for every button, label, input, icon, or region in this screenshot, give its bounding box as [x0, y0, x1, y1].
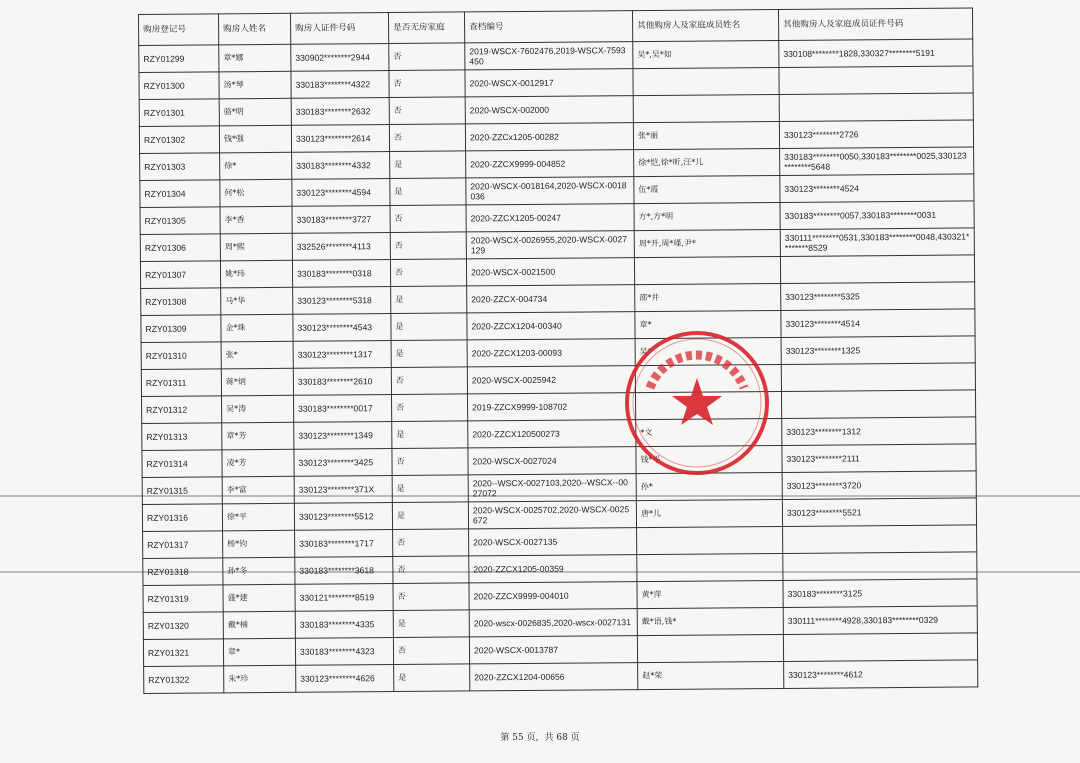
- no-house-cell: 否: [393, 556, 469, 584]
- buyer-name-cell: 章*: [223, 638, 295, 666]
- reg-no-cell: RZY01306: [140, 234, 220, 262]
- no-house-cell: 否: [389, 43, 465, 71]
- buyer-id-cell: 330123********4626: [296, 665, 394, 693]
- other-names-cell: 吴*: [635, 337, 781, 365]
- buyer-name-cell: 何*松: [220, 179, 292, 207]
- query-code-cell: 2020--WSCX-0027103,2020--WSCX--0027072: [468, 474, 636, 502]
- header-no-house: 是否无房家庭: [388, 12, 464, 44]
- no-house-cell: 是: [394, 664, 470, 692]
- no-house-cell: 否: [389, 97, 465, 125]
- buyer-name-cell: 周*熙: [220, 233, 292, 261]
- other-names-cell: 唐*儿: [636, 499, 782, 527]
- query-code-cell: 2020-WSCX-0025702,2020-WSCX-0025672: [468, 501, 636, 529]
- buyer-id-cell: 330183********4322: [291, 71, 389, 99]
- other-ids-cell: 330123********1312: [782, 417, 976, 446]
- other-names-cell: [635, 364, 781, 392]
- other-ids-cell: 330183********3125: [783, 579, 977, 608]
- buyer-id-cell: 330183********0017: [293, 395, 391, 423]
- other-ids-cell: [781, 363, 975, 392]
- query-code-cell: 2020-ZZCX9999-004010: [469, 582, 637, 610]
- buyer-id-cell: 330123********1317: [293, 341, 391, 369]
- other-ids-cell: 330123********2726: [779, 120, 973, 149]
- query-code-cell: 2020-ZZCX9999-004852: [466, 150, 634, 178]
- header-reg-no: 购房登记号: [139, 14, 219, 46]
- reg-no-cell: RZY01303: [140, 153, 220, 181]
- other-names-cell: 张*丽: [633, 121, 779, 149]
- other-ids-cell: 330123********5521: [782, 498, 976, 527]
- reg-no-cell: RZY01300: [139, 72, 219, 100]
- reg-no-cell: RZY01302: [139, 126, 219, 154]
- other-ids-cell: 330123********4524: [780, 174, 974, 203]
- no-house-cell: 否: [393, 529, 469, 557]
- buyer-name-cell: 徐*: [220, 152, 292, 180]
- query-code-cell: 2020-WSCX-0026955,2020-WSCX-0027129: [466, 231, 634, 259]
- buyer-id-cell: 330123********3425: [294, 449, 392, 477]
- no-house-cell: 是: [393, 610, 469, 638]
- buyer-id-cell: 330183********4332: [292, 152, 390, 180]
- buyer-id-cell: 332526********4113: [292, 233, 390, 261]
- table-row: [144, 660, 978, 694]
- no-house-cell: 否: [393, 637, 469, 665]
- other-names-cell: [637, 553, 783, 581]
- buyer-name-cell: 钱*强: [219, 125, 291, 153]
- other-names-cell: [633, 67, 779, 95]
- reg-no-cell: RZY01299: [139, 45, 219, 73]
- query-code-cell: 2020-wscx-0026835,2020-wscx-0027131: [469, 609, 637, 637]
- other-names-cell: [635, 391, 781, 419]
- no-house-cell: 否: [391, 394, 467, 422]
- reg-no-cell: RZY01318: [143, 558, 223, 586]
- other-ids-cell: 330183********0050,330183********0025,330123********5648: [780, 147, 974, 176]
- other-names-cell: 戴*语,钱*: [637, 607, 783, 635]
- buyer-name-cell: 杨*钧: [223, 530, 295, 558]
- no-house-cell: 是: [391, 340, 467, 368]
- no-house-cell: 是: [391, 286, 467, 314]
- buyer-name-cell: 金*珠: [221, 314, 293, 342]
- no-house-cell: 是: [391, 313, 467, 341]
- other-names-cell: 吴*,吴*如: [633, 40, 779, 68]
- reg-no-cell: RZY01308: [141, 288, 221, 316]
- reg-no-cell: RZY01305: [140, 207, 220, 235]
- buyer-name-cell: 戴*楠: [223, 611, 295, 639]
- other-names-cell: 孙*: [636, 472, 782, 500]
- query-code-cell: 2020-WSCX-0021500: [466, 258, 634, 286]
- no-house-cell: 否: [389, 124, 465, 152]
- buyer-id-cell: 330123********2614: [291, 125, 389, 153]
- other-names-cell: [634, 256, 780, 284]
- other-ids-cell: 330123********4514: [781, 309, 975, 338]
- other-ids-cell: 330123********4612: [784, 660, 978, 689]
- query-code-cell: 2020-WSCX-0027135: [469, 528, 637, 556]
- other-names-cell: 章*: [635, 310, 781, 338]
- no-house-cell: 否: [390, 232, 466, 260]
- buyer-name-cell: 李*富: [222, 476, 294, 504]
- buyer-name-cell: 张*: [221, 341, 293, 369]
- query-code-cell: 2020-ZZCX1204-00656: [470, 663, 638, 691]
- no-house-cell: 否: [390, 259, 466, 287]
- query-code-cell: 2020-ZZCX1204-00340: [467, 312, 635, 340]
- reg-no-cell: RZY01322: [144, 666, 224, 694]
- reg-no-cell: RZY01309: [141, 315, 221, 343]
- other-ids-cell: [781, 390, 975, 419]
- no-house-cell: 否: [390, 205, 466, 233]
- other-ids-cell: [779, 93, 973, 122]
- buyer-id-cell: 330123********371X: [294, 476, 392, 504]
- other-names-cell: 周*开,周*瑾,尹*: [634, 229, 780, 257]
- buyer-name-cell: 朱*珍: [224, 665, 296, 693]
- other-ids-cell: 330111********0531,330183********0048,430321********8529: [780, 228, 974, 257]
- query-code-cell: 2020-ZZCX1205-00247: [466, 204, 634, 232]
- buyer-name-cell: 蒋*炳: [221, 368, 293, 396]
- reg-no-cell: RZY01315: [142, 477, 222, 505]
- buyer-id-cell: 330902********2944: [291, 44, 389, 72]
- query-code-cell: 2019-WSCX-7602476,2019-WSCX-7593450: [465, 42, 633, 70]
- header-query-code: 查档编号: [464, 11, 632, 43]
- other-ids-cell: 330183********0057,330183********0031: [780, 201, 974, 230]
- other-names-cell: [637, 634, 783, 662]
- reg-no-cell: RZY01320: [143, 612, 223, 640]
- reg-no-cell: RZY01316: [142, 504, 222, 532]
- other-ids-cell: 330111********4928,330183********0329: [783, 606, 977, 635]
- buyer-name-cell: 盛*建: [223, 584, 295, 612]
- buyer-id-cell: 330121********8519: [295, 584, 393, 612]
- no-house-cell: 否: [391, 367, 467, 395]
- buyer-id-cell: 330123********4594: [292, 179, 390, 207]
- buyer-id-cell: 330183********2632: [291, 98, 389, 126]
- query-code-cell: 2020-ZZCX1203-00093: [467, 339, 635, 367]
- reg-no-cell: RZY01321: [143, 639, 223, 667]
- buyer-name-cell: 姚*玮: [220, 260, 292, 288]
- buyer-id-cell: 330123********5512: [294, 503, 392, 531]
- buyer-name-cell: 章*芳: [222, 422, 294, 450]
- buyer-name-cell: 骆*明: [219, 98, 291, 126]
- other-ids-cell: [779, 66, 973, 95]
- query-code-cell: 2020-WSCX-0018164,2020-WSCX-0018036: [466, 177, 634, 205]
- no-house-cell: 否: [392, 448, 468, 476]
- reg-no-cell: RZY01319: [143, 585, 223, 613]
- query-code-cell: 2020-ZZCX120500273: [468, 420, 636, 448]
- header-other-names: 其他购房人及家庭成员姓名: [632, 9, 778, 41]
- header-other-ids: 其他购房人及家庭成员证件号码: [778, 8, 972, 41]
- query-code-cell: 2020-ZZCX-004734: [467, 285, 635, 313]
- other-names-cell: 方*,方*明: [634, 202, 780, 230]
- page-number-footer: 第 55 页，共 68 页: [500, 733, 580, 743]
- other-ids-cell: [780, 255, 974, 284]
- other-ids-cell: 330123********1325: [781, 336, 975, 365]
- buyer-id-cell: 330183********4335: [295, 611, 393, 639]
- reg-no-cell: RZY01317: [143, 531, 223, 559]
- other-ids-cell: [783, 525, 977, 554]
- other-names-cell: 徐*恺,徐*昕,汪*儿: [634, 148, 780, 176]
- query-code-cell: 2020-ZZCx1205-00282: [465, 123, 633, 151]
- buyer-id-cell: 330183********3618: [295, 557, 393, 585]
- no-house-cell: 否: [393, 583, 469, 611]
- query-code-cell: 2020-WSCX-0025942: [467, 366, 635, 394]
- other-names-cell: 邵*井: [635, 283, 781, 311]
- other-names-cell: *文: [636, 418, 782, 446]
- header-buyer-name: 购房人姓名: [219, 13, 291, 45]
- buyer-name-cell: 马*华: [221, 287, 293, 315]
- other-names-cell: [637, 526, 783, 554]
- other-ids-cell: 330123********3720: [782, 471, 976, 500]
- buyer-name-cell: 章*娜: [219, 44, 291, 72]
- no-house-cell: 否: [389, 70, 465, 98]
- other-ids-cell: [783, 552, 977, 581]
- header-buyer-id: 购房人证件号码: [290, 13, 388, 45]
- reg-no-cell: RZY01313: [142, 423, 222, 451]
- buyer-id-cell: 330183********2610: [293, 368, 391, 396]
- no-house-cell: 是: [392, 421, 468, 449]
- buyer-id-cell: 330183********4323: [295, 638, 393, 666]
- reg-no-cell: RZY01312: [142, 396, 222, 424]
- query-code-cell: 2020-WSCX-0013787: [469, 636, 637, 664]
- buyer-id-cell: 330183********1717: [295, 530, 393, 558]
- buyer-name-cell: 凌*芳: [222, 449, 294, 477]
- other-names-cell: 钱*平: [636, 445, 782, 473]
- query-code-cell: 2020-WSCX-0027024: [468, 447, 636, 475]
- buyer-id-cell: 330123********5318: [293, 287, 391, 315]
- reg-no-cell: RZY01314: [142, 450, 222, 478]
- registration-table: [138, 7, 978, 694]
- buyer-name-cell: 李*香: [220, 206, 292, 234]
- reg-no-cell: RZY01310: [141, 342, 221, 370]
- buyer-name-cell: 孙*冬: [223, 557, 295, 585]
- query-code-cell: 2020-WSCX-0012917: [465, 69, 633, 97]
- buyer-id-cell: 330183********3727: [292, 206, 390, 234]
- query-code-cell: 2020-ZZCX1205-00359: [469, 555, 637, 583]
- no-house-cell: 是: [392, 502, 468, 530]
- other-names-cell: 赵*荣: [638, 661, 784, 689]
- other-ids-cell: 330123********5325: [781, 282, 975, 311]
- buyer-id-cell: 330123********1349: [294, 422, 392, 450]
- other-names-cell: [633, 94, 779, 122]
- other-ids-cell: 330123********2111: [782, 444, 976, 473]
- buyer-name-cell: 汤*琴: [219, 71, 291, 99]
- reg-no-cell: RZY01311: [141, 369, 221, 397]
- no-house-cell: 是: [390, 178, 466, 206]
- buyer-id-cell: 330123********4543: [293, 314, 391, 342]
- no-house-cell: 是: [390, 151, 466, 179]
- other-ids-cell: 330108********1828,330327********5191: [779, 39, 973, 68]
- other-ids-cell: [783, 633, 977, 662]
- buyer-id-cell: 330183********0318: [292, 260, 390, 288]
- reg-no-cell: RZY01301: [139, 99, 219, 127]
- other-names-cell: 黄*萍: [637, 580, 783, 608]
- other-names-cell: 伍*霞: [634, 175, 780, 203]
- query-code-cell: 2019-ZZCX9999-108702: [467, 393, 635, 421]
- reg-no-cell: RZY01304: [140, 180, 220, 208]
- query-code-cell: 2020-WSCX-002000: [465, 96, 633, 124]
- buyer-name-cell: 徐*平: [222, 503, 294, 531]
- reg-no-cell: RZY01307: [140, 261, 220, 289]
- buyer-name-cell: 吴*涛: [222, 395, 294, 423]
- no-house-cell: 是: [392, 475, 468, 503]
